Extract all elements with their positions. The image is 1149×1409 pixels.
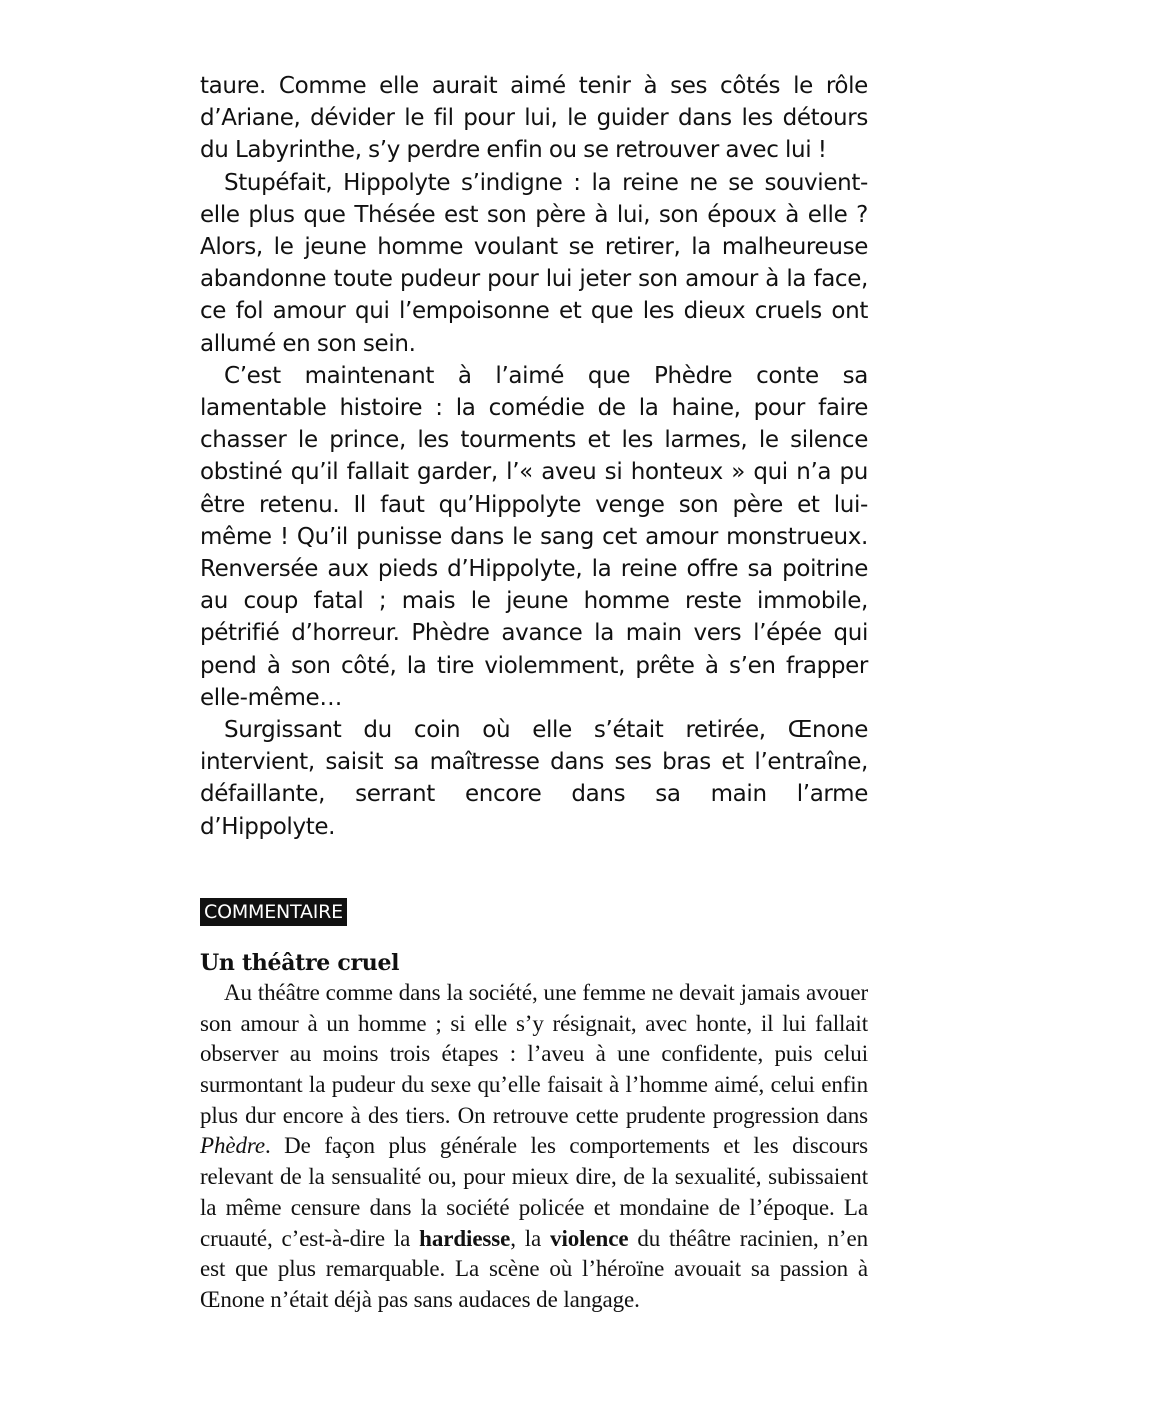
section-label-commentaire: COMMENTAIRE xyxy=(200,898,347,926)
commentary-paragraph xyxy=(200,978,868,1316)
emphasis-violence: violence xyxy=(550,1225,629,1251)
commentary-section xyxy=(200,948,868,1316)
emphasis-hardiesse: hardiesse xyxy=(419,1225,511,1251)
summary-paragraph-4: Surgissant du coin où elle s’était retirée, Œnone intervient, saisit sa maîtresse dans ses bras et l’entraîne, défaillante, serrant encore dans sa main l’arme d’Hippolyte. xyxy=(200,717,868,840)
commentary-heading: Un théâtre cruel xyxy=(200,949,400,976)
commentary-text-1: Au théâtre comme dans la société, une femme ne devait jamais avouer son amour à un homme ; si elle s’y résignait, avec honte, il lui fallait observer au moins trois étapes : l’aveu à une confidente, puis celui surmontant la pudeur du sexe qu’elle faisait à l’homme aimé, celui enfin plus dur encore à des tiers. On retrouve cette prudente progression dans xyxy=(200,979,868,1128)
commentary-text-3: , la xyxy=(510,1225,551,1251)
page xyxy=(200,70,868,1316)
summary-paragraph-2: Stupéfait, Hippolyte s’indigne : la reine ne se souvient-elle plus que Thésée est son père à lui, son époux à elle ? Alors, le jeune homme voulant se retirer, la malheureuse abandonne toute pudeur pour lui jeter son amour à la face, ce fol amour qui l’empoisonne et que les dieux cruels ont allumé en son sein. xyxy=(200,169,868,357)
commentary-text-2: . De façon plus générale les comportements et les discours relevant de la sensualité ou, pour mieux dire, de la sexualité, subissaient la même censure dans la société policée et mondaine de l’époque. La cruauté, c’est-à-dire la xyxy=(200,1133,868,1251)
work-title: Phèdre xyxy=(200,1133,265,1159)
summary-paragraph-3: C’est maintenant à l’aimé que Phèdre conte sa lamentable histoire : la comédie de la haine, pour faire chasser le prince, les tourments et les larmes, le silence obstiné qu’il fallait garder, l’« aveu si honteux » qui n’a pu être retenu. Il faut qu’Hippolyte venge son père et lui-même ! Qu’il punisse dans le sang cet amour monstrueux. Renversée aux pieds d’Hippolyte, la reine offre sa poitrine au coup fatal ; mais le jeune homme reste immobile, pétrifié d’horreur. Phèdre avance la main vers l’épée qui pend à son côté, la tire violemment, prête à s’en frapper elle-même… xyxy=(200,362,868,711)
commentary-text-4: du théâtre racinien, n’en est que plus remarquable. La scène où l’héroïne avouait sa passion à Œnone n’était déjà pas sans audaces de langage. xyxy=(200,1225,868,1312)
plot-summary xyxy=(200,70,868,843)
summary-paragraph-1: taure. Comme elle aurait aimé tenir à ses côtés le rôle d’Ariane, dévider le fil pour lui, le guider dans les détours du Labyrinthe, s’y perdre enfin ou se retrouver avec lui ! xyxy=(200,73,868,164)
